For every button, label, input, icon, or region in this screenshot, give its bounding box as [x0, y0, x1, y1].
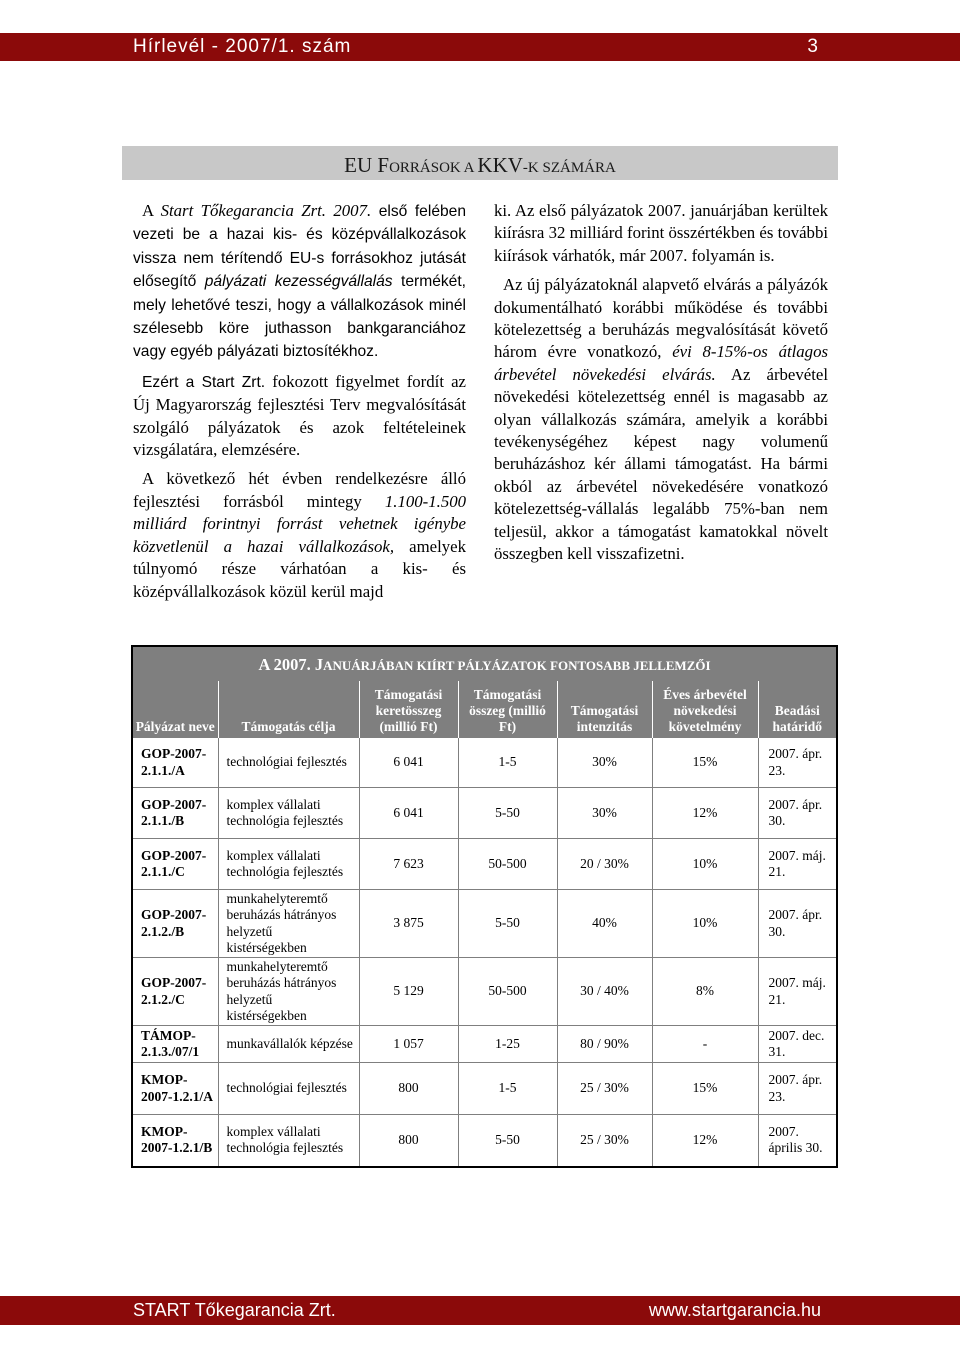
tenders-table: [131, 645, 838, 1168]
cell-goal: technológiai fejlesztés: [218, 1063, 359, 1115]
cell-name: GOP-2007-2.1.2./C: [133, 958, 218, 1026]
cell-goal: technológiai fejlesztés: [218, 738, 359, 788]
section-title-part: -K SZÁMÁRA: [522, 160, 616, 176]
cell-deadline: 2007. ápr. 23.: [758, 1063, 836, 1115]
cell-name: TÁMOP-2.1.3./07/1: [133, 1026, 218, 1063]
cell-budget: 7 623: [359, 839, 458, 890]
cell-intensity: 30%: [557, 738, 652, 788]
cell-goal: munkavállalók képzése: [218, 1026, 359, 1063]
table-row: [133, 738, 836, 788]
header-bar: [0, 33, 960, 61]
section-title: [122, 146, 838, 180]
cell-budget: 800: [359, 1063, 458, 1115]
cell-budget: 6 041: [359, 738, 458, 788]
table-row: [133, 958, 836, 1026]
cell-budget: 6 041: [359, 788, 458, 839]
paragraph: [133, 468, 466, 602]
text: 1.100-1.500 milliárd forintnyi forrást vehetnek igénybe közvetlenül a hazai vállalkozások,: [133, 491, 466, 556]
text: Ezért a Start Zrt.: [142, 373, 266, 391]
text: termékét, mely lehetővé teszi, hogy a vállalkozások minél szélesebb köre juthasson bankgaranciához vagy egyéb pályázati biztosítékhoz.: [133, 273, 466, 361]
cell-growth: -: [652, 1026, 758, 1063]
table-row: [133, 839, 836, 890]
table-title-part: ANUÁRJÁBAN KIÍRT PÁLYÁZATOK FONTOSABB JELLEMZŐI: [323, 658, 711, 673]
cell-amount: 5-50: [458, 1115, 557, 1166]
table-row: [133, 890, 836, 958]
text: amelyek túlnyomó része várhatóan a kis- és középvállalkozások közül kerül majd: [133, 536, 466, 601]
col-header-amount: Támogatási összeg (millió Ft): [458, 681, 557, 738]
cell-amount: 50-500: [458, 839, 557, 890]
cell-budget: 1 057: [359, 1026, 458, 1063]
section-title-part: KKV: [477, 153, 523, 177]
cell-deadline: 2007. máj. 21.: [758, 839, 836, 890]
paragraph: ki. Az első pályázatok 2007. januárjában kerültek kiírásra 32 milliárd forint összértékben és további kiírások várhatók, már 2007. folyamán is.: [494, 201, 828, 265]
cell-growth: 10%: [652, 890, 758, 958]
cell-amount: 1-5: [458, 738, 557, 788]
text: fokozott figyelmet fordít az Új Magyarország fejlesztési Terv megvalósítását szolgáló pályázatok és azok feltételeinek vizsgálatára, elemzésére.: [133, 371, 466, 460]
newsletter-title: Hírlevél - 2007/1. szám: [133, 36, 352, 57]
cell-goal: komplex vállalati technológia fejlesztés: [218, 1115, 359, 1166]
cell-goal: komplex vállalati technológia fejlesztés: [218, 788, 359, 839]
text: évi 8-15%-os átlagos árbevétel növekedési elvárás.: [494, 342, 828, 384]
cell-goal: munkahelyteremtő beruházás hátrányos helyzetű kistérségekben: [218, 890, 359, 958]
footer-bar: [0, 1296, 960, 1325]
cell-budget: 5 129: [359, 958, 458, 1026]
cell-name: GOP-2007-2.1.1./B: [133, 788, 218, 839]
cell-amount: 5-50: [458, 890, 557, 958]
cell-intensity: 20 / 30%: [557, 839, 652, 890]
table-title-part: A 2007. J: [258, 655, 324, 674]
cell-name: KMOP-2007-1.2.1/B: [133, 1115, 218, 1166]
col-header-name: Pályázat neve: [135, 719, 215, 734]
cell-intensity: 25 / 30%: [557, 1115, 652, 1166]
table-row: [133, 1063, 836, 1115]
table-header-row: [133, 681, 836, 738]
cell-deadline: 2007. máj. 21.: [758, 958, 836, 1026]
cell-budget: 3 875: [359, 890, 458, 958]
text: Az új pályázatoknál alapvető elvárás a pályázók dokumentálható korábbi működése és további kötelezettség a beruházás megvalósítását követő három évre vonatkozó,: [494, 275, 828, 362]
cell-deadline: 2007. dec. 31.: [758, 1026, 836, 1063]
cell-name: GOP-2007-2.1.1./A: [133, 738, 218, 788]
cell-amount: 50-500: [458, 958, 557, 1026]
cell-name: GOP-2007-2.1.1./C: [133, 839, 218, 890]
col-header-intensity: Támogatási intenzitás: [557, 681, 652, 738]
table-row: [133, 1115, 836, 1166]
cell-intensity: 40%: [557, 890, 652, 958]
table-row: [133, 788, 836, 839]
cell-goal: komplex vállalati technológia fejlesztés: [218, 839, 359, 890]
cell-amount: 1-5: [458, 1063, 557, 1115]
col-header-deadline: Beadási határidő: [758, 681, 836, 738]
cell-growth: 15%: [652, 738, 758, 788]
text: pályázati kezességvállalás: [204, 273, 393, 291]
table-row: [133, 1026, 836, 1063]
text: A: [142, 201, 161, 220]
cell-growth: 12%: [652, 1115, 758, 1166]
cell-intensity: 25 / 30%: [557, 1063, 652, 1115]
text: első felében vezeti be a hazai kis- és középvállalkozások vissza nem térítendő EU-s forrásokhoz jutását elősegítő: [133, 203, 467, 291]
cell-name: KMOP-2007-1.2.1/A: [133, 1063, 218, 1115]
paragraph: [494, 274, 828, 565]
table-title: [133, 647, 836, 681]
paragraph: [133, 371, 466, 462]
cell-deadline: 2007. ápr. 30.: [758, 788, 836, 839]
cell-growth: 10%: [652, 839, 758, 890]
cell-amount: 5-50: [458, 788, 557, 839]
page-number: 3: [807, 36, 818, 57]
col-header-goal: Támogatás célja: [218, 681, 359, 738]
cell-intensity: 30%: [557, 788, 652, 839]
text: Start Tőkegarancia Zrt. 2007.: [160, 201, 372, 220]
paragraph: [133, 200, 466, 364]
footer-website[interactable]: www.startgarancia.hu: [648, 1300, 821, 1320]
text: A következő hét évben rendelkezésre álló fejlesztési forrásból mintegy: [133, 469, 466, 511]
article-column-left: [133, 200, 466, 610]
footer-company: START Tőkegarancia Zrt.: [133, 1300, 336, 1320]
col-header-growth: Éves árbevétel növekedési követelmény: [652, 681, 758, 738]
cell-amount: 1-25: [458, 1026, 557, 1063]
cell-growth: 15%: [652, 1063, 758, 1115]
cell-deadline: 2007. április 30.: [758, 1115, 836, 1166]
section-title-part: EU F: [344, 153, 390, 177]
cell-intensity: 80 / 90%: [557, 1026, 652, 1063]
cell-intensity: 30 / 40%: [557, 958, 652, 1026]
cell-deadline: 2007. ápr. 30.: [758, 890, 836, 958]
cell-growth: 8%: [652, 958, 758, 1026]
cell-deadline: 2007. ápr. 23.: [758, 738, 836, 788]
cell-budget: 800: [359, 1115, 458, 1166]
text: Az árbevétel növekedési kötelezettség ennél is magasabb az olyan vállalkozás számára, amelyik a korábbi tevékenységéhez képest nagy volumenű beruházáshoz kér állami támogatást. Ha bármi okból az árbevétel növekedésére vonatkozó kötelezettség-vállalás legalább 75%-ban nem teljesül, akkor a támogatást kamatokkal növelt összegben kell visszafizetni.: [494, 364, 828, 564]
cell-growth: 12%: [652, 788, 758, 839]
section-title-part: ORRÁSOK A: [389, 160, 478, 176]
col-header-budget: Támogatási keretösszeg (millió Ft): [359, 681, 458, 738]
cell-goal: munkahelyteremtő beruházás hátrányos helyzetű kistérségekben: [218, 958, 359, 1026]
cell-name: GOP-2007-2.1.2./B: [133, 890, 218, 958]
table: [133, 681, 836, 1166]
article-column-right: [494, 200, 828, 573]
